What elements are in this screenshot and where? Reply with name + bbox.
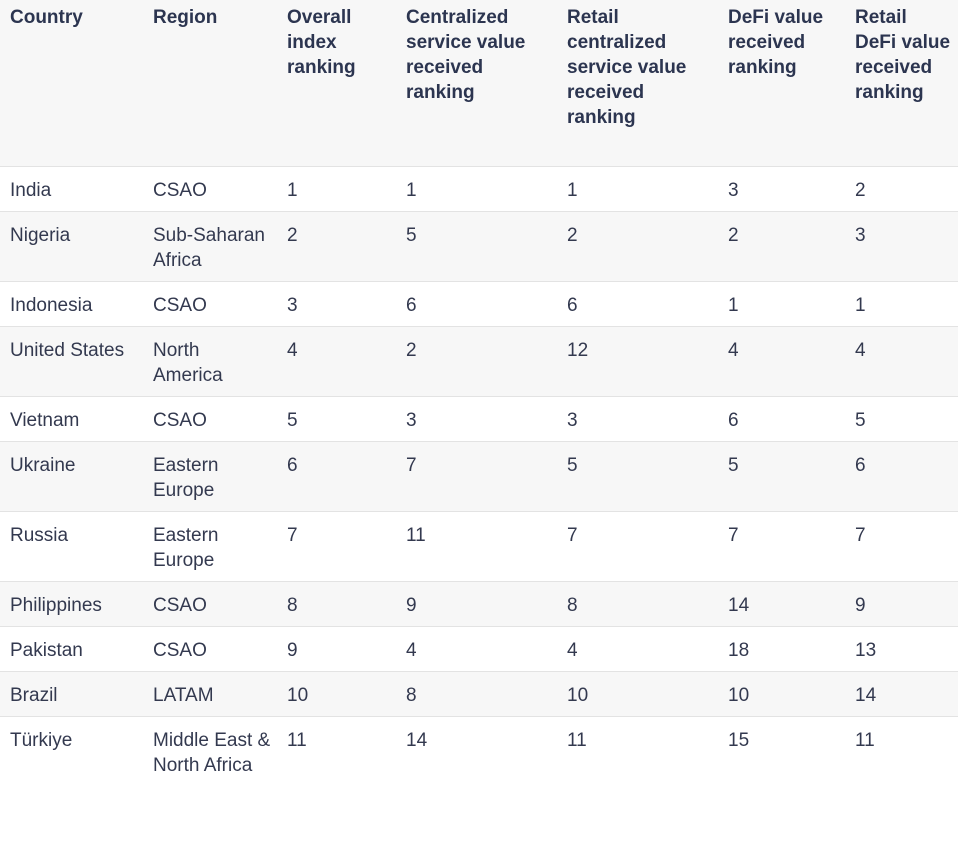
cell-region: CSAO (153, 294, 207, 316)
table-row (0, 326, 958, 396)
cell-defi-rank: 7 (728, 524, 739, 546)
cell-centralized-rank: 4 (406, 639, 417, 661)
header-defi-ranking: DeFi value received ranking (728, 7, 824, 78)
cell-country: Nigeria (10, 224, 71, 246)
cell-country: Ukraine (10, 454, 76, 476)
cell-overall-rank: 2 (287, 224, 298, 246)
cell-retail-centralized-rank: 11 (567, 729, 587, 751)
cell-overall-rank: 6 (287, 454, 298, 476)
cell-region: CSAO (153, 409, 207, 431)
header-retail-centralized-service-ranking: Retail centralized service value received ranking (567, 7, 687, 128)
table-row (0, 716, 958, 786)
cell-retail-defi-rank: 6 (855, 454, 866, 476)
header-centralized-service-ranking: Centralized service value received ranking (406, 7, 526, 103)
cell-country: United States (10, 339, 125, 361)
cell-retail-defi-rank: 13 (855, 639, 877, 661)
cell-overall-rank: 8 (287, 594, 298, 616)
cell-centralized-rank: 3 (406, 409, 417, 431)
cell-retail-defi-rank: 3 (855, 224, 866, 246)
header-country: Country (10, 7, 83, 28)
cell-retail-centralized-rank: 6 (567, 294, 578, 316)
cell-defi-rank: 5 (728, 454, 739, 476)
cell-region: Middle East & North Africa (153, 729, 271, 776)
cell-region: LATAM (153, 684, 214, 706)
cell-overall-rank: 4 (287, 339, 298, 361)
cell-country: India (10, 179, 52, 201)
cell-retail-defi-rank: 11 (855, 729, 875, 751)
cell-overall-rank: 10 (287, 684, 309, 706)
cell-retail-defi-rank: 4 (855, 339, 866, 361)
cell-defi-rank: 6 (728, 409, 739, 431)
table-row (0, 281, 958, 326)
cell-defi-rank: 2 (728, 224, 739, 246)
cell-overall-rank: 9 (287, 639, 298, 661)
cell-overall-rank: 11 (287, 729, 307, 751)
cell-retail-centralized-rank: 12 (567, 339, 589, 361)
table-row (0, 581, 958, 626)
cell-defi-rank: 4 (728, 339, 739, 361)
cell-defi-rank: 14 (728, 594, 750, 616)
table-body (0, 166, 958, 786)
cell-region: CSAO (153, 639, 207, 661)
table-row (0, 396, 958, 441)
cell-centralized-rank: 1 (406, 179, 417, 201)
cell-country: Pakistan (10, 639, 83, 661)
table-row (0, 671, 958, 716)
cell-country: Indonesia (10, 294, 93, 316)
table-row (0, 211, 958, 281)
cell-retail-centralized-rank: 4 (567, 639, 578, 661)
cell-retail-defi-rank: 1 (855, 294, 866, 316)
cell-centralized-rank: 7 (406, 454, 417, 476)
cell-retail-defi-rank: 7 (855, 524, 866, 546)
cell-country: Philippines (10, 594, 102, 616)
cell-region: CSAO (153, 594, 207, 616)
cell-region: Eastern Europe (153, 454, 219, 501)
cell-defi-rank: 3 (728, 179, 739, 201)
cell-region: Eastern Europe (153, 524, 219, 571)
cell-centralized-rank: 5 (406, 224, 417, 246)
cell-retail-defi-rank: 9 (855, 594, 866, 616)
table-header (0, 0, 958, 166)
cell-retail-centralized-rank: 3 (567, 409, 578, 431)
header-row (0, 0, 958, 166)
cell-overall-rank: 1 (287, 179, 298, 201)
cell-defi-rank: 15 (728, 729, 750, 751)
cell-centralized-rank: 11 (406, 524, 426, 546)
cell-country: Brazil (10, 684, 58, 706)
cell-retail-centralized-rank: 1 (567, 179, 578, 201)
cell-country: Vietnam (10, 409, 80, 431)
table-row (0, 511, 958, 581)
header-region: Region (153, 7, 218, 28)
cell-retail-centralized-rank: 8 (567, 594, 578, 616)
cell-retail-centralized-rank: 10 (567, 684, 589, 706)
header-overall-index-ranking: Overall index ranking (287, 7, 356, 78)
cell-overall-rank: 7 (287, 524, 298, 546)
cell-country: Türkiye (10, 729, 73, 751)
header-retail-defi-ranking: Retail DeFi value received ranking (855, 7, 951, 103)
cell-defi-rank: 10 (728, 684, 750, 706)
table-row (0, 441, 958, 511)
cell-overall-rank: 5 (287, 409, 298, 431)
cell-country: Russia (10, 524, 69, 546)
cell-defi-rank: 18 (728, 639, 750, 661)
cell-region: Sub-Saharan Africa (153, 224, 265, 271)
cell-region: North America (153, 339, 223, 386)
cell-centralized-rank: 9 (406, 594, 417, 616)
cell-overall-rank: 3 (287, 294, 298, 316)
cell-retail-defi-rank: 14 (855, 684, 877, 706)
cell-retail-centralized-rank: 2 (567, 224, 578, 246)
cell-retail-centralized-rank: 7 (567, 524, 578, 546)
cell-retail-centralized-rank: 5 (567, 454, 578, 476)
cell-retail-defi-rank: 5 (855, 409, 866, 431)
cell-region: CSAO (153, 179, 207, 201)
table-row (0, 166, 958, 211)
cell-centralized-rank: 14 (406, 729, 428, 751)
table-row (0, 626, 958, 671)
cell-centralized-rank: 2 (406, 339, 417, 361)
cell-defi-rank: 1 (728, 294, 739, 316)
cell-retail-defi-rank: 2 (855, 179, 866, 201)
cell-centralized-rank: 8 (406, 684, 417, 706)
cell-centralized-rank: 6 (406, 294, 417, 316)
